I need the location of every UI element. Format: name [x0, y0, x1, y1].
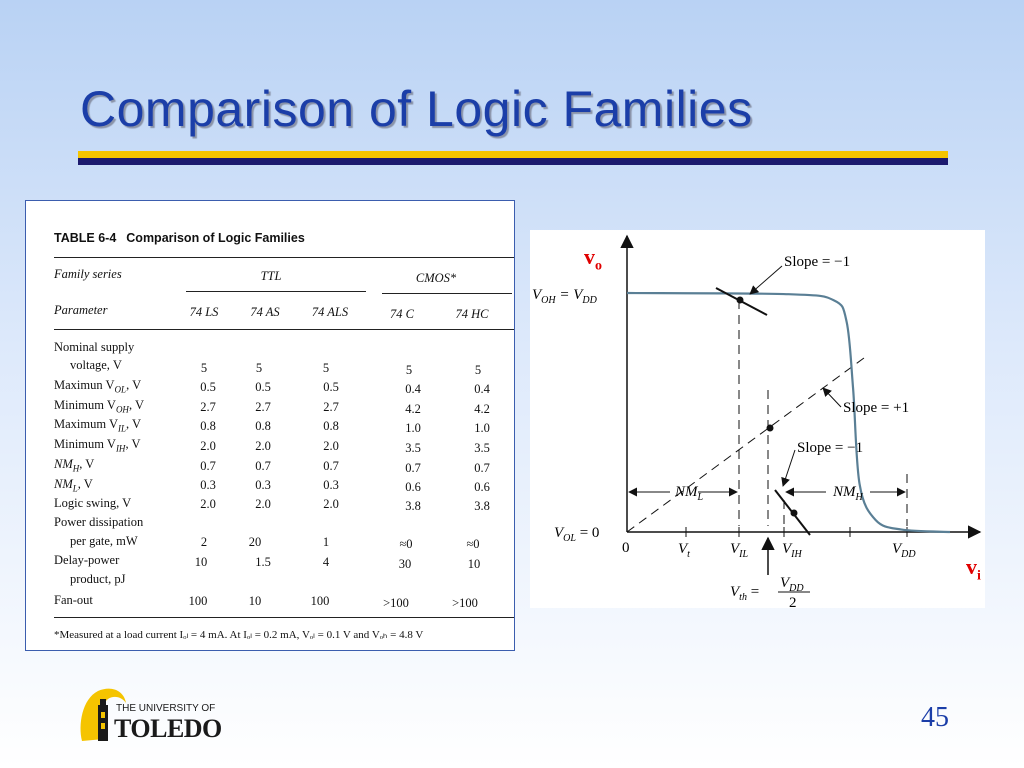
table-caption [54, 231, 305, 245]
vth-label: $V_{th}$ = [730, 584, 760, 603]
table-cell: 3.5 [474, 441, 490, 455]
table-cell: >100 [452, 596, 478, 610]
table-cell: 10 [467, 557, 481, 571]
title-rule-yellow [78, 151, 948, 158]
slope-label-arrow [750, 266, 782, 294]
title-rule-blue [78, 158, 948, 165]
slide-title: Comparison of Logic Families [80, 81, 753, 137]
table-cell: 2.7 [200, 400, 216, 414]
table-cell: ≈0 [399, 537, 413, 551]
table-cell: 0.5 [200, 380, 216, 394]
row-label: $NM_L$, V [54, 477, 93, 494]
slope-label: Slope = −1 [784, 254, 851, 270]
row-label: Fan-out [54, 593, 93, 607]
table-cell: 10 [248, 594, 262, 608]
vth-numerator: $V_{DD}$ [780, 575, 804, 594]
parameter-label: Parameter [54, 303, 108, 317]
table-cell: 0.3 [323, 478, 339, 492]
table-cell: 100 [310, 594, 330, 608]
table-cell: 0.7 [405, 461, 421, 475]
nml-label: $NM_L$ [675, 484, 704, 503]
x-tick-label-vdd: $V_{DD}$ [892, 541, 916, 560]
table-cell: 0.7 [200, 459, 216, 473]
table-cell: 0.7 [474, 461, 490, 475]
table-cell: 0.8 [323, 419, 339, 433]
table-cell: >100 [383, 596, 409, 610]
table-top-rule [54, 257, 514, 258]
row-label: Power dissipation [54, 515, 144, 529]
row-label: Nominal supply [54, 340, 135, 354]
operating-point-vth [767, 425, 774, 432]
logo-line2: TOLEDO [114, 714, 222, 743]
x-tick-label-zero: 0 [622, 540, 630, 556]
x-tick-label-vil: $V_{IL}$ [730, 541, 749, 560]
group-header-cmos: CMOS* [415, 271, 457, 285]
cmos-group-rule [382, 293, 512, 294]
table-cell: 0.4 [405, 382, 421, 396]
table-cell: 0.6 [405, 480, 421, 494]
table-cell: 0.5 [323, 380, 339, 394]
table-cell: 2.0 [200, 439, 216, 453]
table-cell: 0.6 [474, 480, 490, 494]
table-cell: 5 [200, 361, 208, 375]
row-label-continued: product, pJ [70, 572, 126, 586]
table-cell: 3.5 [405, 441, 421, 455]
table-cell: 30 [398, 557, 412, 571]
x-axis-label-vi: $v_i$ [966, 554, 981, 584]
y-tick-label-vol: $V_{OL} = 0$ [554, 525, 600, 544]
university-of-toledo-logo [78, 685, 248, 745]
ttl-group-rule [186, 291, 366, 292]
table-cell: 5 [474, 363, 482, 377]
table-cell: 0.4 [474, 382, 490, 396]
table-cell: 0.8 [255, 419, 271, 433]
table-cell: 2 [200, 535, 208, 549]
table-cell: 4.2 [474, 402, 490, 416]
row-label-continued: per gate, mW [70, 534, 138, 548]
table-cell: 2.0 [255, 497, 271, 511]
operating-point-vih [791, 510, 798, 517]
table-cell: 4 [322, 555, 330, 569]
row-label: Minimum $V_{OH}$, V [54, 398, 144, 415]
table-number: TABLE 6-4 [54, 231, 117, 245]
table-cell: 2.7 [323, 400, 339, 414]
table-cell: 4.2 [405, 402, 421, 416]
table-footnote: *Measured at a load current Iₒₗ = 4 mA. At Iₒₗ = 0.2 mA, Vₒₗ = 0.1 V and Vₒₕ = 4.8 V [54, 629, 424, 641]
row-label: Logic swing, V [54, 496, 132, 510]
table-cell: ≈0 [466, 537, 480, 551]
comparison-table [25, 200, 515, 651]
row-label-continued: voltage, V [70, 358, 122, 372]
table-cell: 2.0 [200, 497, 216, 511]
table-cell: 0.7 [255, 459, 271, 473]
operating-point-vil [737, 297, 744, 304]
slope-label-arrow [783, 450, 795, 486]
y-axis-label-vo: $v_o$ [584, 244, 602, 274]
row-label: Minimum $V_{IH}$, V [54, 437, 141, 454]
vth-denominator: 2 [789, 595, 797, 608]
table-cell: 1.5 [255, 555, 271, 569]
y-tick-label-voh: $V_{OH} = V_{DD}$ [532, 287, 597, 306]
column-header: 74 HC [455, 307, 489, 321]
slope-label-arrow [823, 388, 841, 407]
row-label: Maximun $V_{OL}$, V [54, 378, 142, 395]
table-cell: 0.7 [323, 459, 339, 473]
table-cell: 2.0 [255, 439, 271, 453]
page-number: 45 [921, 702, 949, 733]
header-bottom-rule [54, 329, 514, 330]
x-tick-label-vt: $V_t$ [678, 541, 690, 560]
row-label: $NM_H$, V [54, 457, 95, 474]
table-bottom-rule [54, 617, 514, 618]
column-header: 74 LS [189, 305, 219, 319]
table-cell: 10 [194, 555, 208, 569]
x-tick-label-vih: $V_{IH}$ [782, 541, 802, 560]
row-label: Maximum $V_{IL}$, V [54, 417, 142, 434]
table-cell: 0.3 [200, 478, 216, 492]
slope-label: Slope = −1 [797, 440, 864, 456]
family-series-label: Family series [54, 267, 122, 281]
row-label: Delay-power [54, 553, 120, 567]
table-cell: 3.8 [405, 499, 421, 513]
table-cell: 2.0 [323, 497, 339, 511]
group-header-ttl: TTL [260, 269, 282, 283]
slope-label: Slope = +1 [843, 400, 910, 416]
table-cell: 20 [248, 535, 262, 549]
transfer-characteristic-chart [530, 230, 985, 608]
table-cell: 2.7 [255, 400, 271, 414]
table-cell: 0.8 [200, 419, 216, 433]
table-cell: 1.0 [474, 421, 490, 435]
table-cell: 1.0 [405, 421, 421, 435]
column-header: 74 AS [250, 305, 280, 319]
table-cell: 5 [405, 363, 413, 377]
column-header: 74 ALS [311, 305, 349, 319]
table-cell: 100 [188, 594, 208, 608]
table-cell: 0.3 [255, 478, 271, 492]
logo-line1: THE UNIVERSITY OF [116, 703, 216, 714]
nmh-label: $NM_H$ [833, 484, 863, 503]
table-cell: 1 [322, 535, 330, 549]
table-caption-text: Comparison of Logic Families [126, 231, 305, 245]
column-header: 74 C [390, 307, 414, 321]
table-cell: 0.5 [255, 380, 271, 394]
table-cell: 2.0 [323, 439, 339, 453]
table-cell: 5 [322, 361, 330, 375]
table-cell: 5 [255, 361, 263, 375]
table-cell: 3.8 [474, 499, 490, 513]
